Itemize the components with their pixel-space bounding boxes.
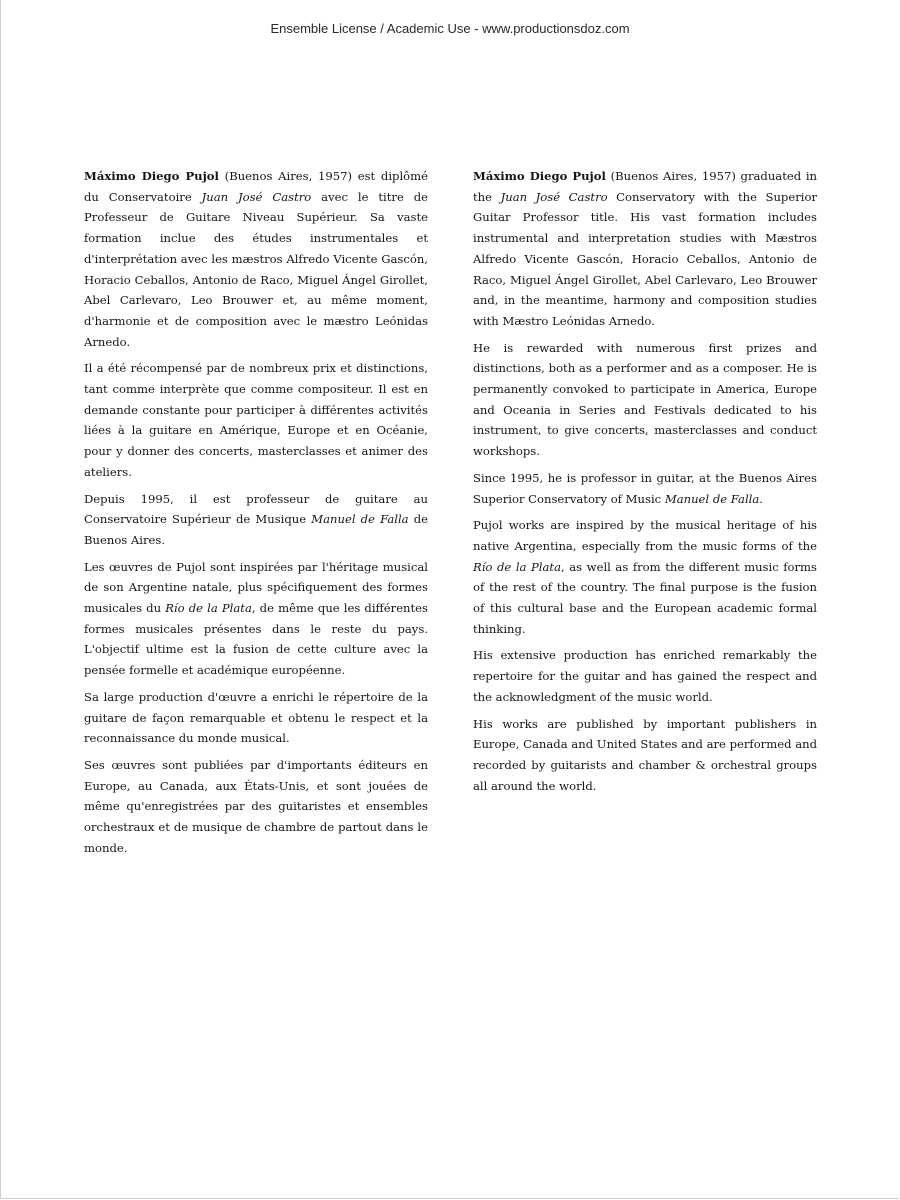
region-name: Río de la Plata <box>165 601 252 616</box>
french-paragraph-3: Depuis 1995, il est professeur de guitare au Conservatoire Supérieur de Musique Manuel de Falla de Buenos Aires. <box>84 491 429 547</box>
english-paragraph-2: He is rewarded with numerous first prizes and distinctions, both as a performer and as a composer. He is permanently convoked to participate in America, Europe and Oceania in Series and Festivals dedicated to his instrument, to give concerts, masterclasses and conduct workshops. <box>473 340 817 459</box>
french-paragraph-4: Les œuvres de Pujol sont inspirées par l'héritage musical de son Argentine natale, plus spécifiquement des formes musicales du Río de la Plata, de même que les différentes formes musicales présentes dans le reste du pays. L'objectif ultime est la fusion de cette culture avec la pensée formelle et académique européenne. <box>84 559 428 678</box>
french-paragraph-5: Sa large production d'œuvre a enrichi le répertoire de la guitare de façon remarquable et obtenu le respect et la reconnaissance du monde musical. <box>84 689 428 746</box>
composer-name: Máximo Diego Pujol <box>84 169 219 183</box>
license-header: Ensemble License / Academic Use - www.productionsdoz.com <box>270 21 630 36</box>
conservatory-name: Manuel de Falla <box>664 491 760 506</box>
english-paragraph-3: Since 1995, he is professor in guitar, at the Buenos Aires Superior Conservatory of Music Manuel de Falla. <box>473 470 817 506</box>
english-paragraph-5: His extensive production has enriched remarkably the repertoire for the guitar and has gained the respect and the acknowledgment of the music world. <box>473 648 817 704</box>
region-name: Río de la Plata <box>473 559 561 574</box>
conservatory-name: Juan José Castro <box>500 189 608 204</box>
english-paragraph-1: Máximo Diego Pujol (Buenos Aires, 1957) graduated in the Juan José Castro Conservatory with the Superior Guitar Professor title. His vast formation includes instrumental and interpretation studies with Mæstros Alfredo Vicente Gascón, Horacio Ceballos, Antonio de Raco, Miguel Ángel Girollet, Abel Carlevaro, Leo Brouwer and, in the meantime, harmony and composition studies with Mæstro Leónidas Arnedo. <box>473 169 818 328</box>
english-paragraph-6: His works are published by important publishers in Europe, Canada and United States and are performed and recorded by guitarists and chamber & orchestral groups all around the world. <box>473 716 817 793</box>
composer-name: Máximo Diego Pujol <box>473 169 606 183</box>
french-biography-column <box>84 166 428 865</box>
french-paragraph-1: Máximo Diego Pujol (Buenos Aires, 1957) est diplômé du Conservatoire Juan José Castro avec le titre de Professeur de Guitare Niveau Supérieur. Sa vaste formation inclue des études instrumentales et d'interprétation avec les mæstros Alfredo Vicente Gascón, Horacio Ceballos, Antonio de Raco, Miguel Ángel Girollet, Abel Carlevaro, Leo Brouwer et, au même moment, d'harmonie et de composition avec le mæstro Leónidas Arnedo. <box>84 169 429 349</box>
english-paragraph-4: Pujol works are inspired by the musical heritage of his native Argentina, especially from the music forms of the Río de la Plata, as well as from the different music forms of the rest of the country. The final purpose is the fusion of this cultural base and the European academic formal thinking. <box>473 518 817 636</box>
conservatory-name: Juan José Castro <box>201 189 312 204</box>
french-paragraph-2: Il a été récompensé par de nombreux prix et distinctions, tant comme interprète que comme compositeur. Il est en demande constante pour participer à différentes activités liées à la guitare en Amérique, Europe et en Océanie, pour y donner des concerts, masterclasses et animer des ateliers. <box>84 361 428 479</box>
french-paragraph-6: Ses œuvres sont publiées par d'importants éditeurs en Europe, au Canada, aux États-Unis, et sont jouées de même qu'enregistrées par des guitaristes et ensembles orchestraux et de musique de chambre de partout dans le monde. <box>84 757 428 855</box>
english-biography-column <box>473 166 817 802</box>
conservatory-name: Manuel de Falla <box>311 512 409 527</box>
